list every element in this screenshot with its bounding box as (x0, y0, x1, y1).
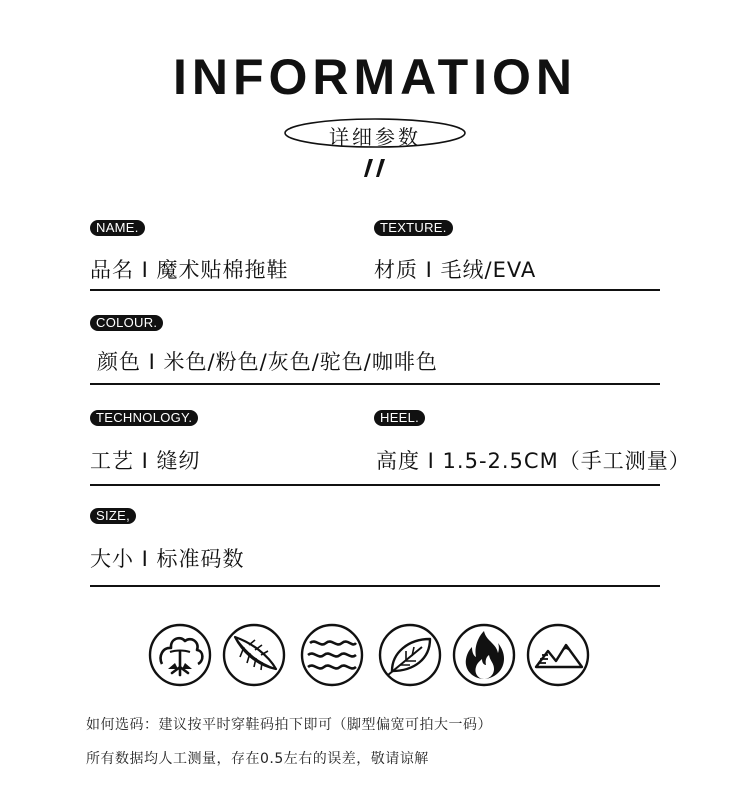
quote-mark-icon (360, 158, 390, 178)
size-advice-note: 如何选码：建议按平时穿鞋码拍下即可（脚型偏宽可拍大一码） (86, 717, 492, 733)
colour-label: COLOUR. (90, 315, 163, 331)
texture-value: 材质 I 毛绒/EVA (374, 258, 537, 282)
divider (90, 585, 660, 587)
subtitle-badge (283, 117, 467, 149)
divider (90, 289, 660, 291)
cotton-icon (148, 623, 212, 687)
divider (90, 484, 660, 486)
divider (90, 383, 660, 385)
size-value: 大小 I 标准码数 (90, 547, 245, 571)
page-title: INFORMATION (172, 49, 578, 105)
size-label: SIZE, (90, 508, 136, 524)
texture-label: TEXTURE. (374, 220, 453, 236)
name-label: NAME. (90, 220, 145, 236)
page-subtitle: 详细参数 (329, 125, 421, 149)
technology-value: 工艺 I 缝纫 (90, 449, 201, 473)
measurement-note: 所有数据均人工测量，存在0.5左右的误差，敬请谅解 (86, 751, 429, 767)
feather-icon (222, 623, 286, 687)
heel-value: 高度 I 1.5-2.5CM（手工测量） (376, 449, 691, 473)
leaf-icon (378, 623, 442, 687)
colour-value: 颜色 I 米色/粉色/灰色/驼色/咖啡色 (97, 350, 438, 374)
mountain-icon (526, 623, 590, 687)
technology-label: TECHNOLOGY. (90, 410, 198, 426)
heel-label: HEEL. (374, 410, 425, 426)
flame-icon (452, 623, 516, 687)
waves-icon (300, 623, 364, 687)
name-value: 品名 I 魔术贴棉拖鞋 (90, 258, 289, 282)
